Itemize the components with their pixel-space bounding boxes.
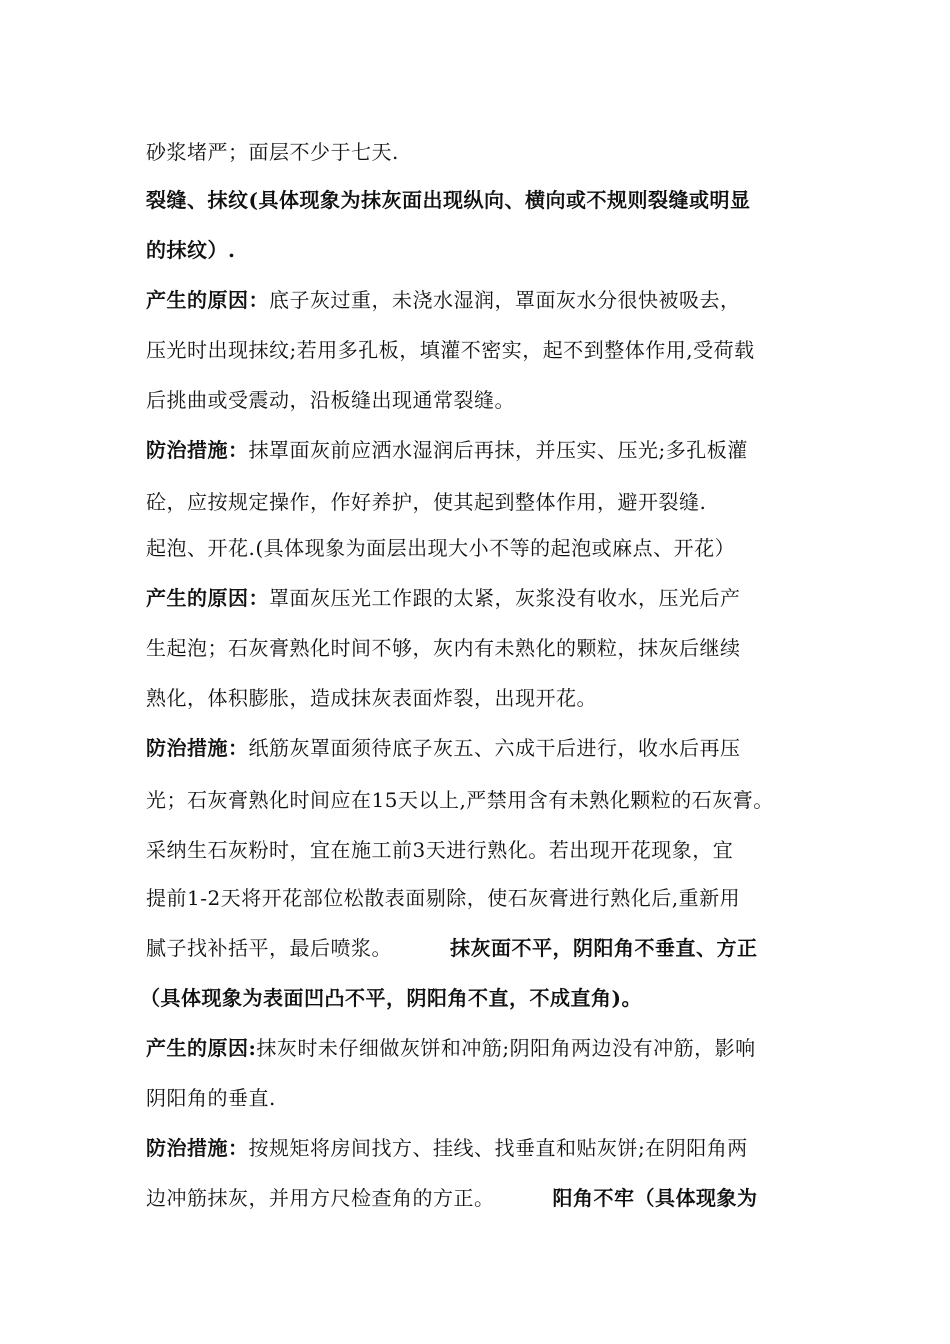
bold-text-segment: 防治措施： <box>146 736 249 760</box>
text-line <box>146 734 826 762</box>
text-line <box>146 1084 826 1112</box>
bold-text-segment: 产生的原因： <box>146 586 269 610</box>
bold-text-segment: 的抹纹）. <box>146 238 236 262</box>
text-segment: 按规矩将房间找方、挂线、找垂直和贴灰饼;在阴阳角两 <box>248 1136 748 1160</box>
text-segment: 起泡、开花.(具体现象为面层出现大小不等的起泡或麻点、开花） <box>146 536 736 560</box>
text-segment: 后挑曲或受震动，沿板缝出现通常裂缝。 <box>146 388 515 412</box>
text-line <box>146 634 826 662</box>
text-segment: 阴阳角的垂直. <box>146 1086 276 1110</box>
text-line <box>146 488 826 516</box>
text-line <box>146 186 826 214</box>
text-segment: 砂浆堵严；面层不少于七天. <box>146 140 399 164</box>
text-line <box>146 1184 826 1212</box>
text-segment: 压光时出现抹纹;若用多孔板，填灌不密实，起不到整体作用,受荷载 <box>146 338 755 362</box>
text-line <box>146 534 826 562</box>
text-segment: 提前1-2天将开花部位松散表面剔除，使石灰膏进行熟化后,重新用 <box>146 886 741 910</box>
text-line <box>146 386 826 414</box>
text-segment: 罩面灰压光工作跟的太紧，灰浆没有收水，压光后产 <box>269 586 741 610</box>
bold-text-segment: 防治措施： <box>146 1136 249 1160</box>
text-segment: 光；石灰膏熟化时间应在15天以上,严禁用含有未熟化颗粒的石灰膏。 <box>146 788 774 812</box>
bold-text-segment: （具体现象为表面凹凸不平，阴阳角不直，不成直角)。 <box>140 986 642 1010</box>
text-line <box>146 684 826 712</box>
text-line <box>146 336 826 364</box>
text-segment: 采纳生石灰粉时，宜在施工前3天进行熟化。若出现开花现象，宜 <box>146 838 734 862</box>
text-line <box>146 786 826 814</box>
text-line <box>146 884 826 912</box>
text-segment: 边冲筋抹灰，并用方尺检查角的方正。 <box>146 1186 495 1210</box>
text-line <box>146 436 826 464</box>
bold-text-segment: 阳角不牢（具体现象为 <box>552 1186 758 1210</box>
text-line <box>146 138 826 166</box>
text-line <box>146 934 826 962</box>
bold-text-segment: 裂缝、抹纹(具体现象为抹灰面出现纵向、横向或不规则裂缝或明显 <box>146 188 751 212</box>
text-line <box>146 584 826 612</box>
text-line <box>140 984 820 1012</box>
text-segment: 底子灰过重，未浇水湿润，罩面灰水分很快被吸去， <box>269 288 741 312</box>
text-segment: 纸筋灰罩面须待底子灰五、六成干后进行，收水后再压 <box>248 736 741 760</box>
text-line <box>146 1134 826 1162</box>
text-line <box>146 836 826 864</box>
text-segment: 抹灰时未仔细做灰饼和冲筋;阴阳角两边没有冲筋，影响 <box>256 1036 756 1060</box>
text-segment: 熟化，体积膨胀，造成抹灰表面炸裂，出现开花。 <box>146 686 597 710</box>
bold-text-segment: 产生的原因： <box>146 288 269 312</box>
text-line <box>146 236 826 264</box>
bold-text-segment: 产生的原因: <box>146 1036 257 1060</box>
text-segment: 腻子找补括平，最后喷浆。 <box>146 936 392 960</box>
bold-text-segment: 防治措施： <box>146 438 249 462</box>
bold-text-segment: 抹灰面不平，阴阳角不垂直、方正 <box>450 936 758 960</box>
text-line <box>146 286 826 314</box>
text-segment: 抹罩面灰前应洒水湿润后再抹，并压实、压光;多孔板灌 <box>248 438 748 462</box>
text-segment: 砼，应按规定操作，作好养护，使其起到整体作用，避开裂缝. <box>146 490 707 514</box>
text-line <box>146 1034 826 1062</box>
text-segment: 生起泡；石灰膏熟化时间不够，灰内有未熟化的颗粒，抹灰后继续 <box>146 636 741 660</box>
